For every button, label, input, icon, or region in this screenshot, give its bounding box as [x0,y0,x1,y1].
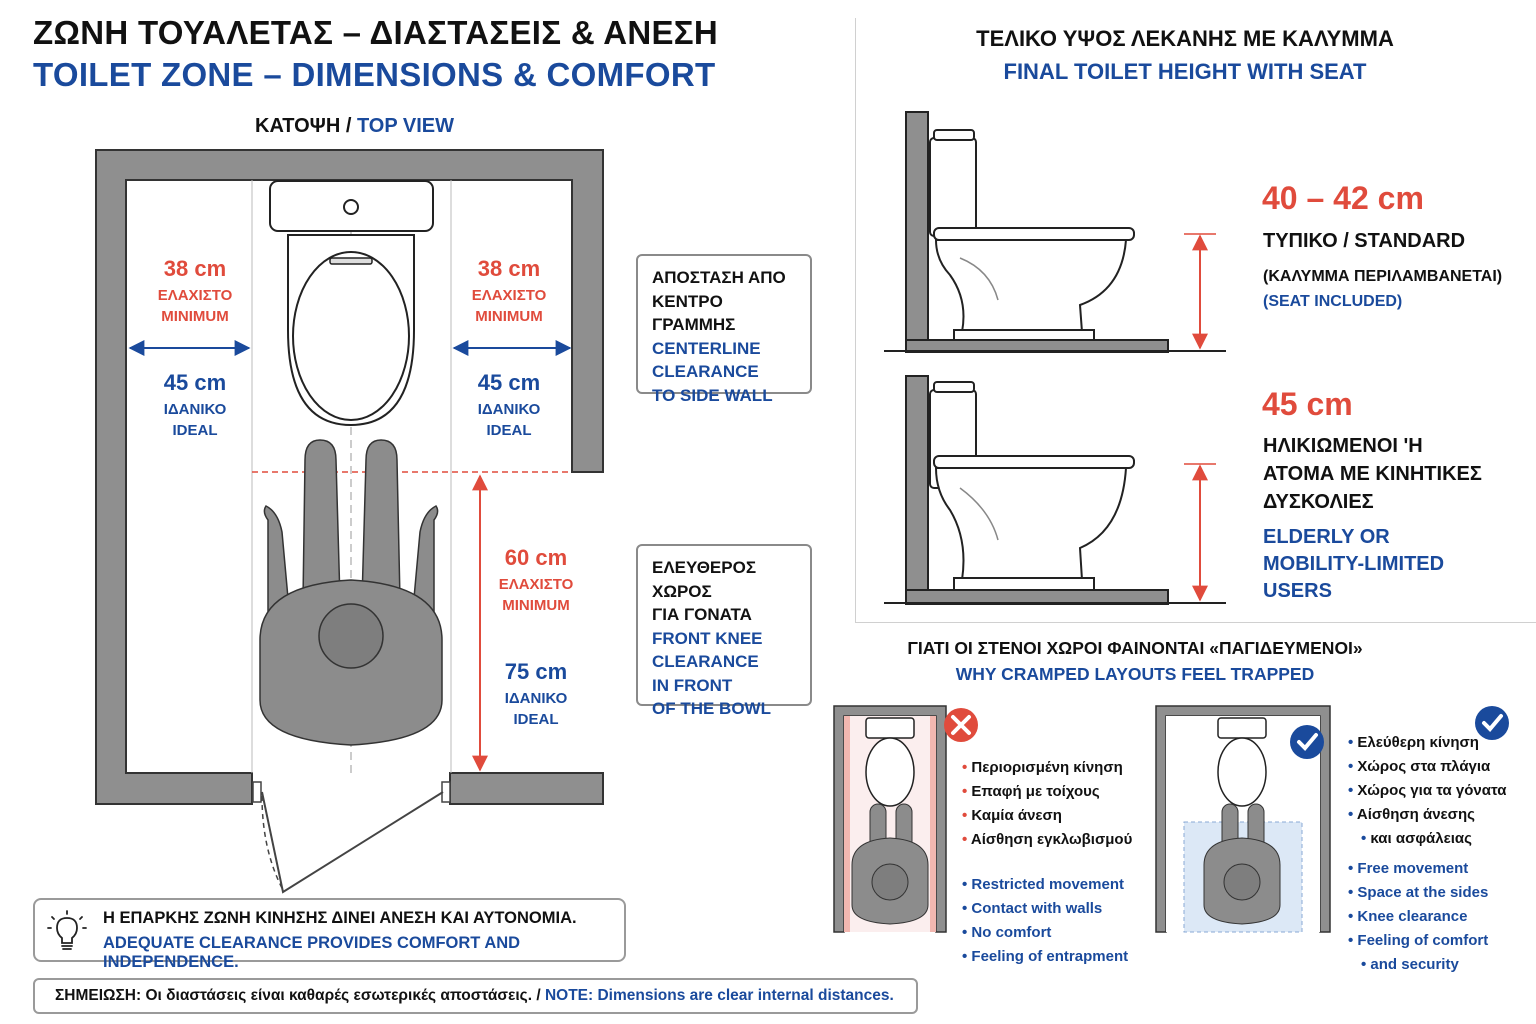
top-view-label-gr: ΚΑΤΟΨΗ / [255,115,352,137]
knee-gr2: ΓΙΑ ΓΟΝΑΤΑ [652,605,752,624]
centerline-gr1: ΑΠΟΣΤΑΣΗ ΑΠΟ [652,268,786,287]
note-en: NOTE: Dimensions are clear internal distances. [544,987,894,1004]
elderly-label-gr [1263,432,1482,516]
bad-gr-3: • Αίσθηση εγκλωβισμού [962,828,1132,852]
bad-list-en [962,873,1128,969]
good-gr-4 [1348,827,1506,851]
left-ideal-en: IDEAL [172,422,218,439]
lightbulb-icon [47,910,87,952]
elderly-gr2: ΑΤΟΜΑ ΜΕ ΚΙΝΗΤΙΚΕΣ [1263,463,1482,485]
knee-en2: CLEARANCE [652,652,759,671]
centerline-gr2: ΚΕΝΤΡΟ ΓΡΑΜΜΗΣ [652,291,736,334]
hint-en: ADEQUATE CLEARANCE PROVIDES COMFORT AND INDEPENDENCE. [103,934,521,971]
good-gr-4-text: και ασφάλειας [1370,830,1472,847]
elderly-gr3: ΔΥΣΚΟΛΙΕΣ [1263,491,1374,513]
good-en-2: • Knee clearance [1348,905,1488,929]
front-ideal-group [484,659,588,730]
good-gr-0: • Ελεύθερη κίνηση [1348,731,1506,755]
bad-en-1: • Contact with walls [962,897,1128,921]
elderly-en3: USERS [1263,580,1332,602]
elderly-height-value: 45 cm [1262,386,1353,422]
left-min-value: 38 cm [163,256,227,281]
why-title-gr: ΓΙΑΤΙ ΟΙ ΣΤΕΝΟΙ ΧΩΡΟΙ ΦΑΙΝΟΝΤΑΙ «ΠΑΓΙΔΕΥΜΕΝΟΙ» [907,638,1363,658]
good-en-0: • Free movement [1348,857,1488,881]
knee-en3: IN FRONT [652,675,733,695]
toilet-side-standard [884,112,1226,352]
height-title-en: FINAL TOILET HEIGHT WITH SEAT [1003,59,1367,84]
elderly-label-en [1263,524,1444,605]
right-min-gr: ΕΛΑΧΙΣΤΟ [471,287,547,304]
good-list-en [1348,857,1488,977]
why-title-en: WHY CRAMPED LAYOUTS FEEL TRAPPED [955,664,1315,684]
bad-gr-0: • Περιορισμένη κίνηση [962,756,1132,780]
hint-gr: Η ΕΠΑΡΚΗΣ ΖΩΝΗ ΚΙΝΗΣΗΣ ΔΙΝΕΙ ΑΝΕΣΗ ΚΑΙ ΑΥΤΟΝΟΜΙΑ. [103,909,577,927]
right-min-en: MINIMUM [475,308,543,325]
cramped-layout [834,706,946,932]
centerline-en3: TO SIDE WALL [652,385,773,405]
good-gr-2: • Χώρος για τα γόνατα [1348,779,1506,803]
knee-box [636,544,812,718]
front-ideal-en: IDEAL [513,711,559,728]
knee-gr1: ΕΛΕΥΘΕΡΟΣ ΧΩΡΟΣ [652,558,757,601]
right-min-value: 38 cm [477,256,541,281]
bad-en-3: • Feeling of entrapment [962,945,1128,969]
elderly-gr1: ΗΛΙΚΙΩΜΕΝΟΙ 'Η [1263,435,1423,457]
bad-list-gr [962,756,1132,852]
good-en-4-text: and security [1370,956,1459,973]
note-box [33,978,918,1014]
x-icon [944,708,978,742]
title-greek: ΖΩΝΗ ΤΟΥΑΛΕΤΑΣ – ΔΙΑΣΤΑΣΕΙΣ & ΑΝΕΣΗ [33,14,719,51]
knee-en1: FRONT KNEE [652,628,763,648]
left-ideal-group [140,370,250,441]
centerline-en1: CENTERLINE [652,338,761,358]
bad-en-0: • Restricted movement [962,873,1128,897]
right-ideal-value: 45 cm [477,370,541,395]
good-en-3: • Feeling of comfort [1348,929,1488,953]
bad-gr-1: • Επαφή με τοίχους [962,780,1132,804]
good-en-1: • Space at the sides [1348,881,1488,905]
knee-en4: OF THE BOWL [652,699,771,718]
left-ideal-gr: ΙΔΑΝΙΚΟ [163,401,227,418]
good-gr-3: • Αίσθηση άνεσης [1348,803,1506,827]
top-view-label-en: TOP VIEW [356,115,455,137]
front-ideal-gr: ΙΔΑΝΙΚΟ [504,690,568,707]
front-min-value: 60 cm [504,545,568,570]
note-gr: ΣΗΜΕΙΩΣΗ: Οι διαστάσεις είναι καθαρές εσωτερικές αποστάσεις. / [55,987,541,1004]
left-dim-group [140,256,250,327]
right-ideal-en: IDEAL [486,422,532,439]
front-ideal-value: 75 cm [504,659,568,684]
title-english: TOILET ZONE – DIMENSIONS & COMFORT [33,56,716,93]
left-min-en: MINIMUM [161,308,229,325]
centerline-box [636,254,812,405]
standard-note-gr: (ΚΑΛΥΜΜΑ ΠΕΡΙΛΑΜΒΑΝΕΤΑΙ) [1263,268,1503,285]
right-dim-group [454,256,564,327]
toilet-top-view [270,181,433,425]
toilet-side-elderly [884,376,1226,604]
standard-note-en: (SEAT INCLUDED) [1263,293,1403,310]
front-min-en: MINIMUM [502,597,570,614]
hint-box [33,898,626,971]
front-min-group [484,545,588,616]
toilet-side-views [870,100,1240,620]
right-ideal-group [454,370,564,441]
good-gr-1: • Χώρος στα πλάγια [1348,755,1506,779]
elderly-en1: ELDERLY OR [1263,526,1390,548]
good-list-gr [1348,731,1506,851]
height-title-gr: ΤΕΛΙΚΟ ΥΨΟΣ ΛΕΚΑΝΗΣ ΜΕ ΚΑΛΥΜΜΑ [976,26,1394,51]
left-ideal-value: 45 cm [163,370,227,395]
standard-label: ΤΥΠΙΚΟ / STANDARD [1263,230,1466,252]
standard-height-value: 40 – 42 cm [1262,180,1424,216]
good-en-4 [1348,953,1488,977]
left-min-gr: ΕΛΑΧΙΣΤΟ [157,287,233,304]
door [253,782,450,892]
centerline-en2: CLEARANCE [652,362,759,381]
front-min-gr: ΕΛΑΧΙΣΤΟ [498,576,574,593]
elderly-en2: MOBILITY-LIMITED [1263,553,1445,575]
right-ideal-gr: ΙΔΑΝΙΚΟ [477,401,541,418]
bad-en-2: • No comfort [962,921,1128,945]
bad-gr-2: • Καμία άνεση [962,804,1132,828]
